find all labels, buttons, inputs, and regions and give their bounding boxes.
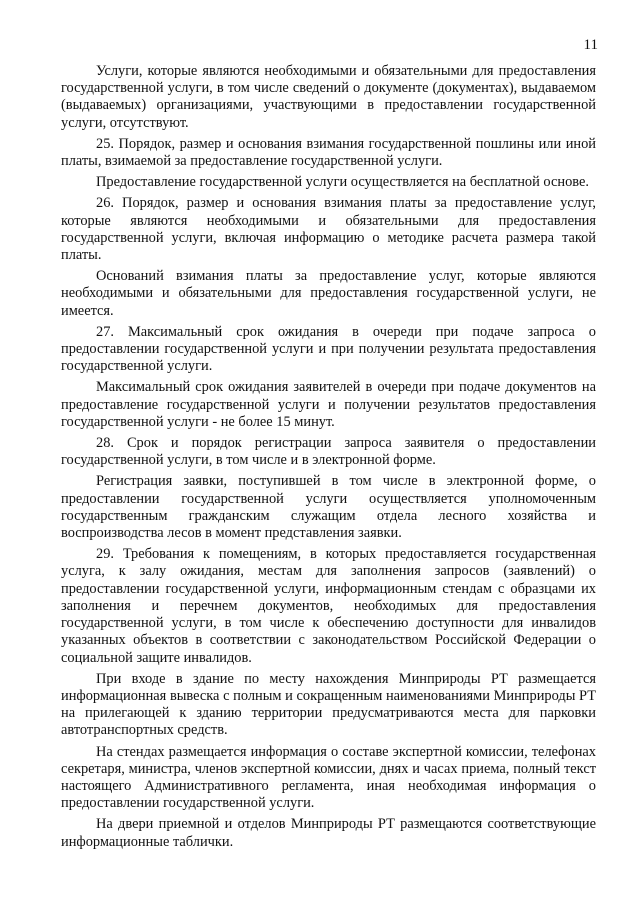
paragraph: Оснований взимания платы за предоставление услуг, которые являются необходимыми и обязательными для предоставления государственной услуги, не имеется. [61,268,596,319]
paragraph: При входе в здание по месту нахождения Минприроды РТ размещается информационная вывеска с полным и сокращенным наименованиями Минприроды РТ на прилегающей к зданию территории предусматриваются места для парковки автотранспортных средств. [61,670,596,739]
paragraph: 27. Максимальный срок ожидания в очереди при подаче запроса о предоставлении государственной услуги и при получении результата предоставления государственной услуги. [61,323,596,375]
paragraph: 25. Порядок, размер и основания взимания государственной пошлины или иной платы, взимаемой за предоставление государственной услуги. [61,135,596,170]
document-body [61,63,596,855]
paragraph: Максимальный срок ожидания заявителей в очереди при подаче документов на предоставление государственной услуги и получении результатов предоставления государственной услуги - не более 15 минут. [61,379,596,430]
paragraph: На стендах размещается информация о составе экспертной комиссии, телефонах секретаря, министра, членов экспертной комиссии, днях и часах приема, полный текст настоящего Административного регламента, иная необходимая информация о предоставлении государственной услуги. [61,743,596,812]
paragraph: Регистрация заявки, поступившей в том числе в электронной форме, о предоставлении государственной услуги осуществляется уполномоченным государственным гражданским служащим отдела лесного хозяйства и воспроизводства лесов в момент представления заявки. [61,473,596,542]
paragraph: 29. Требования к помещениям, в которых предоставляется государственная услуга, к залу ожидания, местам для заполнения запросов (заявлений) о предоставлении государственной услуги, информационным стендам с образцами их заполнения и перечнем документов, необходимых для предоставления государственной услуги, в том числе к обеспечению доступности для инвалидов указанных объектов в соответствии с законодательством Российской Федерации о социальной защите инвалидов. [61,546,596,666]
paragraph: 28. Срок и порядок регистрации запроса заявителя о предоставлении государственной услуги, в том числе и в электронной форме. [61,435,596,469]
page-number: 11 [583,37,598,53]
paragraph: Предоставление государственной услуги осуществляется на бесплатной основе. [96,174,589,191]
paragraph: Услуги, которые являются необходимыми и обязательными для предоставления государственной услуги, в том числе сведений о документе (документах), выдаваемом (выдаваемых) организациями, участвующими в предоставлении государственной услуги, отсутствуют. [61,63,596,131]
paragraph: 26. Порядок, размер и основания взимания платы за предоставление услуг, которые являются необходимыми и обязательными для предоставления государственной услуги, включая информацию о методике расчета размера такой платы. [61,195,596,264]
paragraph: На двери приемной и отделов Минприроды РТ размещаются соответствующие информационные таблички. [61,816,596,850]
